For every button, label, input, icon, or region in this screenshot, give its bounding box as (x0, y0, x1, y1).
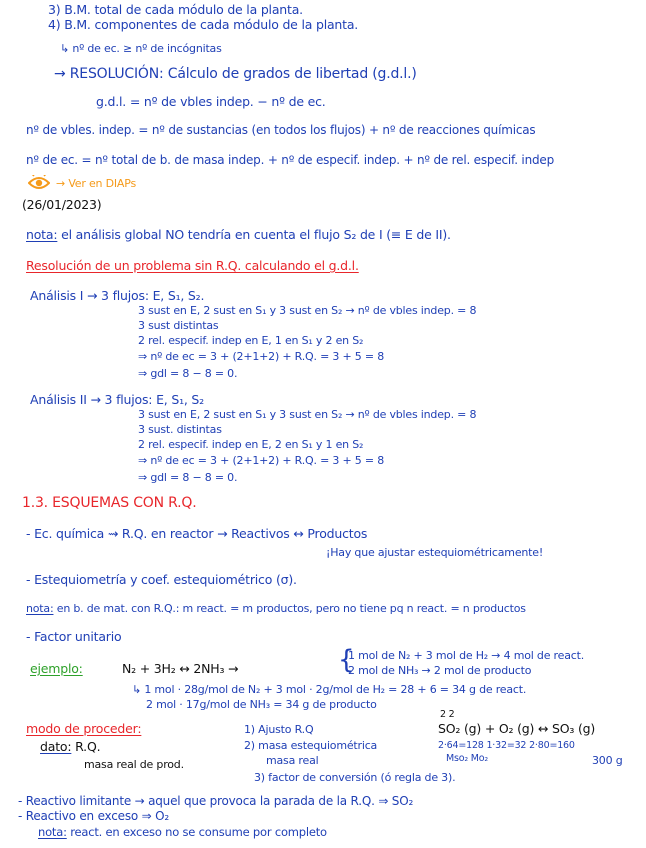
line-vbles-indep: nº de vbles. indep. = nº de sustancias (en todos los flujos) + nº de reacciones químicas (26, 123, 536, 137)
brace-icon: { (338, 645, 355, 675)
reaction-m-labels: Mso₂ Mo₂ (446, 753, 489, 764)
analisis-1-line-5: ⇒ gdl = 8 − 8 = 0. (138, 367, 238, 380)
nota-3-text: react. en exceso no se consume por completo (66, 825, 327, 839)
analisis-1-line-1: 3 sust en E, 2 sust en S₁ y 3 sust en S₂ → nº de vbles indep. = 8 (138, 304, 477, 317)
dato-label: dato: (40, 739, 72, 754)
nota-text: el análisis global NO tendría en cuenta el flujo S₂ de I (≡ E de II). (57, 227, 451, 242)
line-num-ec: nº de ec. = nº total de b. de masa indep. + nº de especif. indep. + nº de rel. especif. indep (26, 153, 554, 167)
nota-2-text: en b. de mat. con R.Q.: m react. = m productos, pero no tiene pq n react. = n productos (53, 602, 526, 615)
ejemplo-equation: N₂ + 3H₂ ↔ 2NH₃ → (122, 661, 239, 676)
step-3: 3) factor de conversión (ó regla de 3). (254, 771, 456, 784)
bullet-ec-quimica: - Ec. química ⇝ R.Q. en reactor → Reactivos ↔ Productos (26, 526, 368, 541)
reaction-300g: 300 g (592, 754, 623, 767)
nota-analisis-global (26, 227, 451, 242)
step-2-masa-real: masa real (266, 754, 319, 767)
analisis-2-line-2: 3 sust. distintas (138, 423, 222, 436)
dato-value: R.Q. (71, 739, 101, 754)
nota-label: nota: (26, 227, 58, 242)
line-resolucion: → RESOLUCIÓN: Cálculo de grados de libertad (g.d.l.) (54, 66, 417, 82)
analisis-2-line-4: ⇒ nº de ec = 3 + (2+1+2) + R.Q. = 3 + 5 = 8 (138, 454, 384, 467)
nota-exceso (38, 825, 327, 840)
ejemplo-masa-prod: 2 mol · 17g/mol de NH₃ = 34 g de producto (146, 698, 377, 711)
modo-proceder-label: modo de proceder: (26, 721, 142, 736)
reaction-coefficients: 2 2 (440, 709, 455, 720)
date-label: (26/01/2023) (22, 197, 102, 212)
section-1-3-heading: 1.3. ESQUEMAS CON R.Q. (22, 495, 197, 511)
step-2: 2) masa estequiométrica (244, 739, 378, 752)
nota-masa-productos (26, 601, 526, 616)
ejemplo-masa-react: ↳ 1 mol · 28g/mol de N₂ + 3 mol · 2g/mol de H₂ = 28 + 6 = 34 g de react. (132, 683, 527, 696)
line-gdl-formula: g.d.l. = nº de vbles indep. − nº de ec. (96, 94, 326, 109)
analisis-1-head: Análisis I → 3 flujos: E, S₁, S₂. (30, 288, 205, 303)
analisis-1-line-4: ⇒ nº de ec = 3 + (2+1+2) + R.Q. = 3 + 5 = 8 (138, 350, 384, 363)
analisis-2-line-3: 2 rel. especif. indep en E, 2 en S₁ y 1 en S₂ (138, 438, 364, 451)
analisis-2-line-1: 3 sust en E, 2 sust en S₁ y 3 sust en S₂ → nº de vbles indep. = 8 (138, 408, 477, 421)
ejemplo-prod-moles: 2 mol de NH₃ → 2 mol de producto (348, 664, 532, 677)
line-bm-total: 3) B.M. total de cada módulo de la planta. (48, 2, 303, 17)
reactivo-exceso: - Reactivo en exceso ⇒ O₂ (18, 809, 169, 823)
ejemplo-label: ejemplo: (30, 661, 83, 676)
nota-2-label: nota: (26, 602, 54, 615)
reactivo-limitante: - Reactivo limitante → aquel que provoca la parada de la R.Q. ⇒ SO₂ (18, 794, 414, 808)
reaction-molar-masses: 2·64=128 1·32=32 2·80=160 (438, 740, 575, 751)
nota-3-label: nota: (38, 825, 67, 839)
analisis-2-head: Análisis II → 3 flujos: E, S₁, S₂ (30, 392, 204, 407)
bullet-estequiometria: - Estequiometría y coef. estequiométrico (σ). (26, 572, 297, 587)
line-ver-diaps: → Ver en DIAPs (56, 177, 137, 190)
analisis-2-line-5: ⇒ gdl = 8 − 8 = 0. (138, 471, 238, 484)
reaction-equation: SO₂ (g) + O₂ (g) ↔ SO₃ (g) (438, 721, 596, 736)
line-ec-incognitas: ↳ nº de ec. ≥ nº de incógnitas (60, 42, 222, 55)
analisis-1-line-2: 3 sust distintas (138, 319, 219, 332)
heading-resolucion-sin-rq: Resolución de un problema sin R.Q. calculando el g.d.l. (26, 258, 359, 273)
dato-line (40, 739, 100, 754)
step-1: 1) Ajusto R.Q (244, 723, 314, 736)
bullet-factor-unitario: - Factor unitario (26, 629, 122, 644)
line-bm-componentes: 4) B.M. componentes de cada módulo de la planta. (48, 17, 359, 32)
ejemplo-react-moles: 1 mol de N₂ + 3 mol de H₂ → 4 mol de react. (348, 649, 585, 662)
ajustar-note: ¡Hay que ajustar estequiométricamente! (326, 546, 544, 559)
eye-icon (28, 175, 50, 191)
analisis-1-line-3: 2 rel. especif. indep en E, 1 en S₁ y 2 en S₂ (138, 334, 364, 347)
masa-real-prod: masa real de prod. (84, 758, 184, 771)
